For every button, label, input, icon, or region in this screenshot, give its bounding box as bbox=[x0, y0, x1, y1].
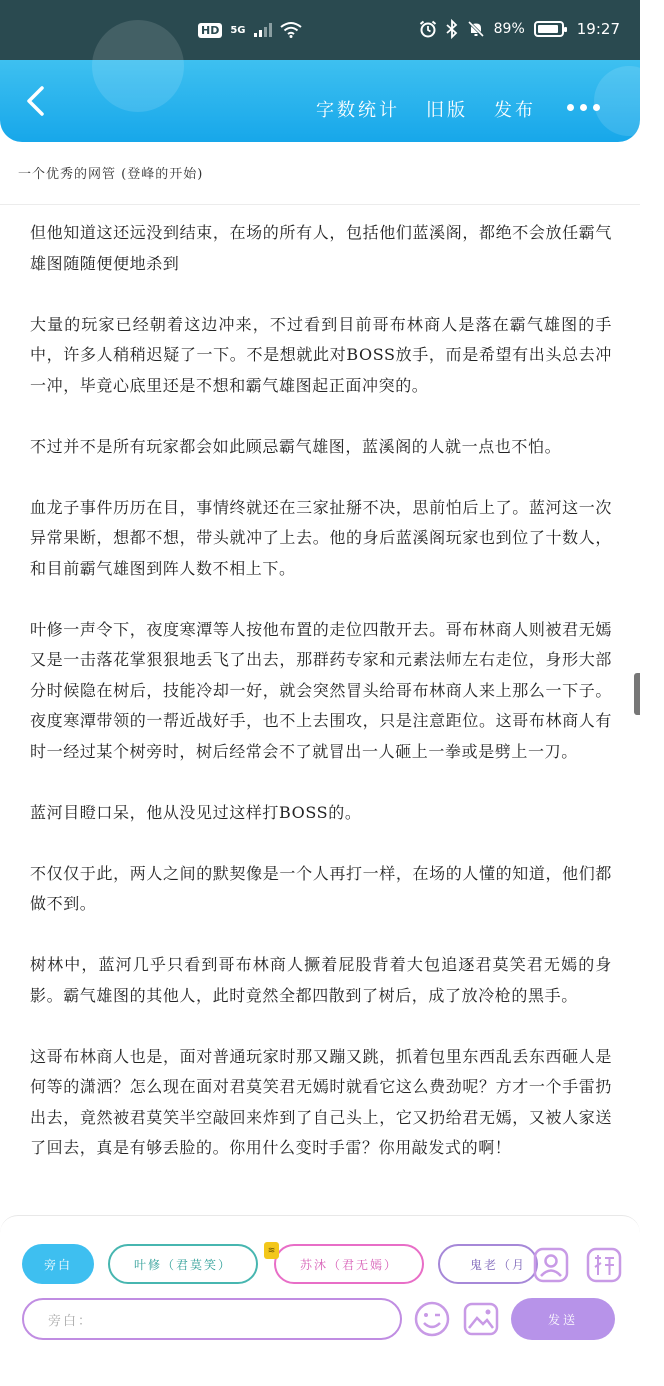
paragraph: 血龙子事件历历在目，事情终就还在三家扯掰不决，思前怕后上了。蓝河这一次异常果断，想都不想，带头就冲了上去。他的身后蓝溪阁玩家也到位了十数人，和目前霸气雄图到阵人数不相上下。 bbox=[30, 497, 612, 578]
paragraph: 不过并不是所有玩家都会如此顾忌霸气雄图，蓝溪阁的人就一点也不怕。 bbox=[30, 436, 562, 456]
status-left bbox=[198, 22, 302, 38]
publish-button[interactable]: 发布 bbox=[494, 100, 536, 121]
role-chip-yexiu[interactable]: 叶修（君莫笑） bbox=[108, 1244, 258, 1284]
chapter-content[interactable] bbox=[30, 218, 612, 1194]
scrollbar-thumb[interactable] bbox=[634, 673, 640, 715]
paragraph: 树林中，蓝河几乎只看到哥布林商人撅着屁股背着大包追逐君莫笑君无嫣的身影。霸气雄图的其他人，此时竟然全都四散到了树后，成了放冷枪的黑手。 bbox=[30, 955, 612, 1005]
emoji-icon[interactable] bbox=[413, 1300, 449, 1336]
paragraph: 大量的玩家已经朝着这边冲来，不过看到目前哥布林商人是落在霸气雄图的手中，许多人稍稍迟疑了一下。不是想就此对BOSS放手，而是希望有出头总去冲一冲，毕竟心底里还是不想和霸气雄图起正面冲突的。 bbox=[30, 314, 612, 395]
status-right bbox=[419, 20, 620, 38]
word-count-button[interactable]: 字数统计 bbox=[316, 100, 400, 121]
battery-icon bbox=[534, 21, 564, 37]
paragraph: 叶修一声令下，夜度寒潭等人按他布置的走位四散开去。哥布林商人则被君无嫣又是一击落花掌狠狠地丢飞了出去，那群药专家和元素法师左右走位，身形大部分时候隐在树后，技能冷却一好，就会突然冒头给哥布林商人来上那么一下子。夜度寒潭带领的一帮近战好手，也不上去围攻，只是注意距位。这哥布林商人有时一经过某个树旁时，树后经常会不了就冒出一人砸上一拳或是劈上一刀。 bbox=[30, 619, 612, 761]
role-chip-sumu[interactable]: 苏沐（君无嫣） bbox=[274, 1244, 424, 1284]
role-badge-icon: ≋ bbox=[264, 1242, 279, 1259]
avatar-icon[interactable] bbox=[533, 1247, 569, 1283]
alarm-icon bbox=[419, 20, 437, 38]
send-button[interactable]: 发送 bbox=[511, 1298, 615, 1340]
network-type: 5G bbox=[230, 24, 246, 36]
role-selector bbox=[22, 1244, 527, 1286]
chapter-title[interactable]: 一个优秀的网管 (登峰的开始) bbox=[18, 167, 204, 182]
paragraph: 这哥布林商人也是，面对普通玩家时那又蹦又跳，抓着包里东西乱丢东西砸人是何等的潇洒？怎么现在面对君莫笑君无嫣时就看它这么费劲呢？方才一个手雷扔出去，竟然被君莫笑半空敲回来炸到了自己头上，它又扔给君无嫣，又被人家送了回去，真是有够丢脸的。你用什么变时手雷？你用敲发式的啊！ bbox=[30, 1046, 612, 1157]
old-version-button[interactable]: 旧版 bbox=[426, 100, 468, 121]
paragraph: 但他知道这还远没到结束，在场的所有人，包括他们蓝溪阁，都绝不会放任霸气雄图随随便便地杀到 bbox=[30, 223, 612, 273]
divider bbox=[0, 204, 640, 205]
hd-badge: HD bbox=[198, 23, 222, 38]
compose-panel bbox=[0, 1215, 640, 1386]
tag-icon[interactable] bbox=[586, 1247, 622, 1283]
role-chip-narration[interactable]: 旁白 bbox=[22, 1244, 94, 1284]
bluetooth-icon bbox=[446, 20, 458, 38]
paragraph: 蓝河目瞪口呆，他从没见过这样打BOSS的。 bbox=[30, 802, 362, 822]
paragraph: 不仅仅于此，两人之间的默契像是一个人再打一样，在场的人懂的知道，他们都做不到。 bbox=[30, 863, 612, 913]
clock: 19:27 bbox=[576, 20, 620, 38]
back-arrow-icon bbox=[20, 84, 54, 118]
role-chip-more[interactable]: 鬼老（月 bbox=[438, 1244, 538, 1284]
signal-icon bbox=[254, 23, 272, 37]
dialogue-input[interactable]: 旁白： bbox=[22, 1298, 402, 1340]
battery-percent: 89% bbox=[493, 21, 525, 37]
header-nav bbox=[316, 96, 536, 122]
app-header bbox=[0, 60, 640, 142]
battery-fill bbox=[538, 25, 558, 33]
more-dots-icon[interactable] bbox=[567, 104, 600, 111]
mute-icon bbox=[467, 20, 485, 38]
wifi-icon bbox=[280, 22, 302, 38]
image-icon[interactable] bbox=[462, 1300, 498, 1336]
back-button[interactable] bbox=[20, 84, 54, 118]
